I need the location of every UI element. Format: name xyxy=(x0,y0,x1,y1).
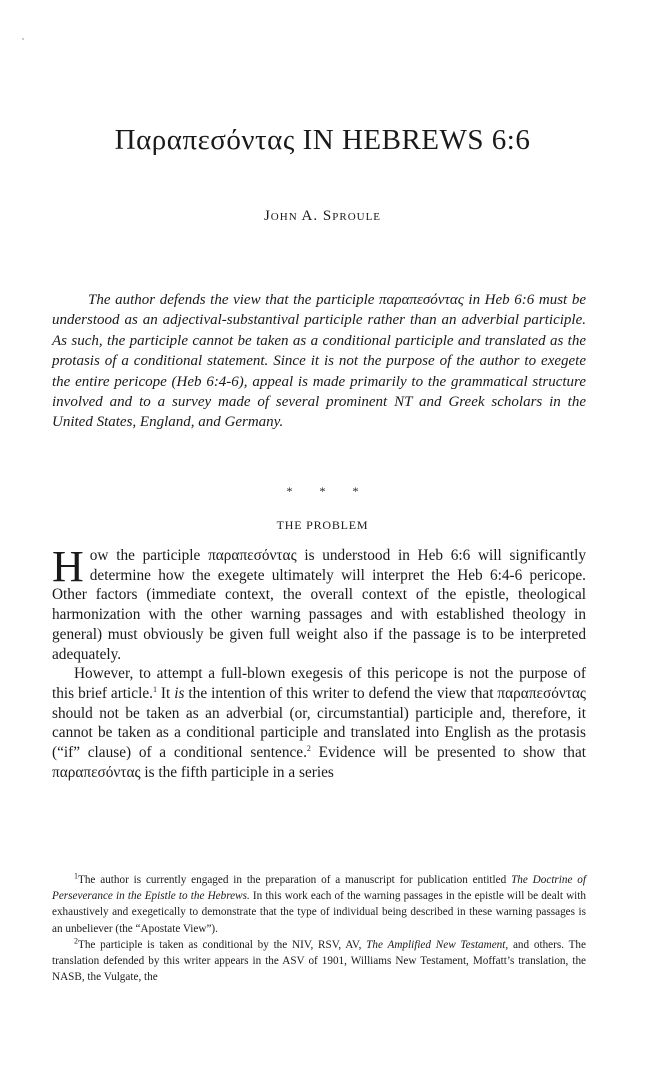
footnote-ref-2[interactable]: 2 xyxy=(306,743,311,753)
paragraph-1 xyxy=(52,542,586,664)
paragraph-2 xyxy=(52,664,586,782)
footnote-1-rest: In this work each of the warning passages in the epistle will be dealt with exhaustively and exegetically to demonstrate that the type of individual being described in these warning passages is an unbeliever (the “Apostate View”). xyxy=(52,890,586,935)
footnote-2-lead: The participle is taken as conditional by the NIV, RSV, AV, xyxy=(78,938,367,951)
footnotes xyxy=(52,872,586,985)
footnote-2-work: The Amplified New Testament, xyxy=(366,938,509,951)
footnote-2-rest: and others. The translation defended by this writer appears in the ASV of 1901, Williams New Testament, Moffatt’s translation, the NASB, the Vulgate, the xyxy=(52,938,586,984)
paragraph-2-part2: the intention of this writer to defend the view that παραπεσόντας should not be taken as an adverbial (or, circumstantial) participle and, therefore, it cannot be taken as a conditional participle and translated into English as the protasis (“if” clause) of a conditional sentence. xyxy=(52,684,586,762)
section-separator: * * * xyxy=(286,484,359,498)
section-heading: THE PROBLEM xyxy=(276,518,369,532)
article-abstract: The author defends the view that the participle παραπεσόντας in Heb 6:6 must be understood as an adjectival-substantival participle rather than an adverbial participle. As such, the participle cannot be taken as a conditional participle and translated as the protasis of a conditional statement. Since it is not the purpose of the author to exegete the entire pericope (Heb 6:4-6), appeal is made primarily to the grammatical structure involved and to a survey made of several prominent NT and Greek scholars in the United States, England, and Germany. xyxy=(52,292,586,431)
footnote-ref-1[interactable]: 1 xyxy=(152,684,157,694)
footnote-1 xyxy=(52,872,586,937)
footnote-1-lead: The author is currently engaged in the preparation of a manuscript for publication entitled xyxy=(78,874,512,886)
paragraph-1-text: ow the participle παραπεσόντας is understood in Heb 6:6 will significantly determine how the exegete ultimately will interpret the Heb 6:4-6 pericope. Other factors (immediate context, the overall context of the epistle, theological harmonization with the other warning passages and with established theology in general) must obviously be given full weight also if the passage is to be interpreted adequately. xyxy=(52,547,586,663)
paragraph-2-part1: However, to attempt a full-blown exegesis of this pericope is not the purpose of this brief article. xyxy=(52,665,586,702)
footnote-2 xyxy=(52,937,586,986)
emphasis-is: is xyxy=(174,684,185,702)
paragraph-2-lead: It xyxy=(156,684,175,702)
article-body xyxy=(52,542,586,782)
scan-speck xyxy=(22,38,24,40)
footnote-1-mark: 1 xyxy=(74,871,78,881)
paragraph-2-part3: Evidence will be presented to show that παραπεσόντας is the fifth participle in a series xyxy=(52,744,586,781)
footnote-1-work: The Doctrine of Perseverance in the Epistle to the Hebrews. xyxy=(52,874,586,903)
drop-cap: H xyxy=(52,542,84,591)
article-title: Παραπεσόντας IN HEBREWS 6:6 xyxy=(114,124,531,156)
footnote-2-mark: 2 xyxy=(74,936,78,946)
article-author: John A. Sproule xyxy=(263,208,382,224)
